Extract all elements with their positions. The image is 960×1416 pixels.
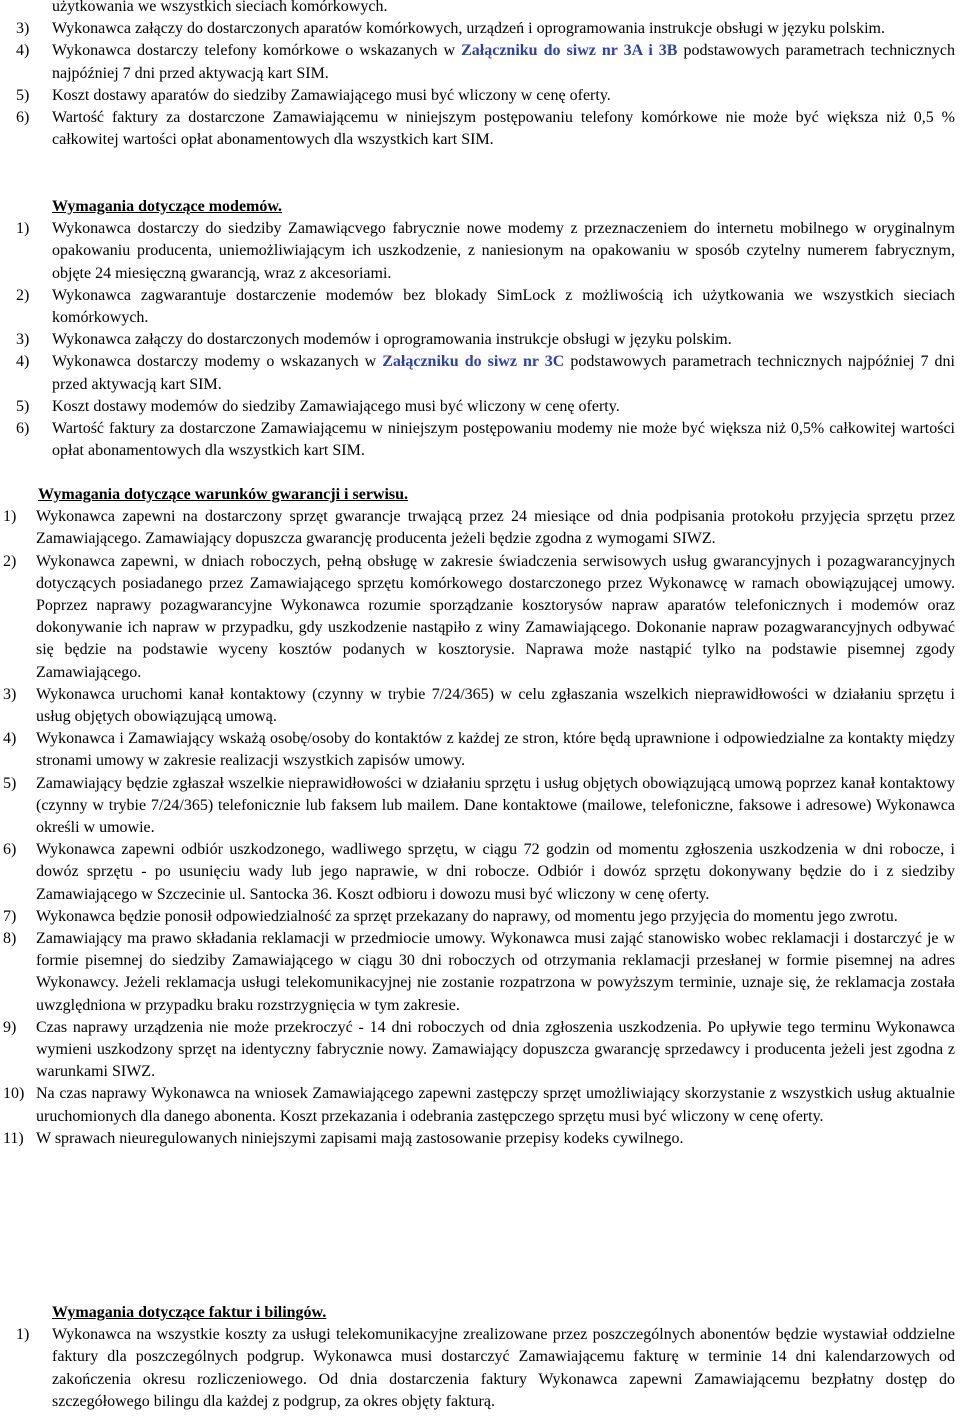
list-item xyxy=(0,396,955,418)
item-number: 11) xyxy=(3,1129,24,1147)
item-text: Wykonawca dostarczy modemy o wskazanych w xyxy=(52,353,383,371)
billing-section xyxy=(0,1302,960,1413)
list-item xyxy=(0,285,955,329)
item-number: 3) xyxy=(16,331,30,349)
list-item xyxy=(0,506,955,550)
section-heading: Wymagania dotyczące faktur i bilingów. xyxy=(52,1304,327,1321)
modems-section xyxy=(0,196,960,462)
item-text: Wykonawca załączy do dostarczonych aparatów komórkowych, urządzeń i oprogramowania instrukcje obsługi w języku polskim. xyxy=(52,20,885,38)
item-text: Koszt dostawy aparatów do siedziby Zamawiającego musi być wliczony w cenę oferty. xyxy=(52,86,611,104)
phones-section xyxy=(0,0,960,151)
item-text: Wykonawca zapewni, w dniach roboczych, pełną obsługę w zakresie świadczenia serwisowych usług gwarancyjnych i pozagwarancyjnych dotyczących posiadanego przez Zamawiającego sprzętu komórkowego dostarczonego przez Wykonawcę w ramach obowiązującej umowy. Poprzez naprawy pozagwarancyjne Wykonawca rozumie sporządzanie kosztorysów napraw aparatów telefonicznych i modemów oraz dokonywanie ich napraw w przypadku, gdy uszkodzenie nastąpiło z winy Zamawiającego. Dokonanie napraw pozagwarancyjnych odbywać się będzie na podstawie wyceny kosztów podanych w kosztorysie. Naprawa może nastąpić tylko na podstawie pisemnej zgody Zamawiającego. xyxy=(36,552,955,681)
list-item xyxy=(0,684,955,728)
item-number: 5) xyxy=(3,774,17,792)
item-text: W sprawach nieuregulowanych niniejszymi zapisami mają zastosowanie przepisy kodeks cywilnego. xyxy=(36,1129,684,1147)
item-text: Wykonawca dostarczy do siedziby Zamawiącvego fabrycznie nowe modemy z przeznaczeniem do internetu mobilnego w oryginalnym opakowaniu producenta, uniemożliwiającym ich uszkodzenie, z naniesionym na opakowaniu w sposób czytelny numerem fabrycznym, objęte 24 miesięczną gwarancją, wraz z akcesoriami. xyxy=(52,220,955,282)
list-item xyxy=(0,107,955,151)
list-item xyxy=(0,906,955,928)
list-item xyxy=(0,351,955,395)
item-text: Wykonawca będzie ponosił odpowiedzialność za sprzęt przekazany do naprawy, od momentu jego przyjęcia do momentu jego zwrotu. xyxy=(36,907,898,925)
item-number: 4) xyxy=(3,730,17,748)
list-item xyxy=(0,40,955,84)
annex-link[interactable]: Załączniku do siwz nr 3A i 3B xyxy=(461,42,678,60)
item-number: 1) xyxy=(16,1326,30,1344)
item-text: Wykonawca zapewni odbiór uszkodzonego, wadliwego sprzętu, w ciągu 72 godzin od momentu zgłoszenia uszkodzenia w dni robocze, i dowóz sprzętu - po usunięciu wady lub jego naprawie, w dni robocze. Odbiór i dowóz sprzętu dokonywany będzie do i z siedziby Zamawiającego w Szczecinie ul. Santocka 36. Koszt odbioru i dowozu musi być wliczony w cenę oferty. xyxy=(36,841,955,903)
list-item xyxy=(0,1017,955,1084)
item-number: 2) xyxy=(3,552,17,570)
item-number: 5) xyxy=(16,397,30,415)
list-item xyxy=(0,728,955,772)
list-item xyxy=(0,773,955,840)
item-text: Na czas naprawy Wykonawca na wniosek Zamawiającego zapewni zastępczy sprzęt umożliwiający skorzystanie z wszystkich usług aktualnie uruchomionych dla danego abonenta. Koszt przekazania i odebrania zastępczego sprzętu musi być wliczony w cenę oferty. xyxy=(36,1085,955,1125)
item-number: 8) xyxy=(3,930,17,948)
list-item xyxy=(0,1324,955,1413)
section-heading: Wymagania dotyczące warunków gwarancji i serwisu. xyxy=(38,486,409,503)
list-item xyxy=(0,218,955,285)
warranty-section xyxy=(0,484,960,1150)
item-text: Koszt dostawy modemów do siedziby Zamawiającego musi być wliczony w cenę oferty. xyxy=(52,397,620,415)
item-text: Wykonawca uruchomi kanał kontaktowy (czynny w trybie 7/24/365) w celu zgłaszania wszelkich nieprawidłowości w działaniu sprzętu i usług objętych obowiązującą umową. xyxy=(36,685,955,726)
item-number: 6) xyxy=(16,420,30,438)
section-heading: Wymagania dotyczące modemów. xyxy=(52,198,283,215)
item-text: Wykonawca i Zamawiający wskażą osobę/osoby do kontaktów z każdej ze stron, które będą uprawnione i odpowiedzialne za kontakty między stronami umowy w zakresie realizacji wszystkich zapisów umowy. xyxy=(36,730,955,770)
item-number: 3) xyxy=(3,685,17,703)
list-item xyxy=(0,839,955,906)
list-item xyxy=(0,1128,955,1150)
item-number: 1) xyxy=(16,220,30,238)
list-item xyxy=(0,85,955,107)
item-text: Wykonawca na wszystkie koszty za usługi telekomunikacyjne zrealizowane przez poszczególnych abonentów będzie wystawiał oddzielne faktury dla poszczególnych podgrup. Wykonawca musi dostarczyć Zamawiającemu fakturę w terminie 14 dni kalendarzowych od zakończenia okresu rozliczeniowego. Od dnia dostarczenia faktury Wykonawca zapewni Zamawiającemu bezpłatny dostęp do szczegółowego bilingu dla każdej z podgrup, za okres objęty fakturą. xyxy=(52,1326,955,1410)
item-number: 10) xyxy=(3,1085,25,1103)
item-number: 4) xyxy=(16,42,30,60)
annex-link[interactable]: Załączniku do siwz nr 3C xyxy=(382,353,565,371)
item-text: Wartość faktury za dostarczone Zamawiającemu w niniejszym postępowaniu telefony komórkowe nie może być większa niż 0,5 % całkowitej wartości opłat abonamentowych dla wszystkich kart SIM. xyxy=(52,109,955,149)
item-text: podstawowych parametrach technicznych najpóźniej 7 dni przed aktywacją kart SIM. xyxy=(52,42,956,82)
item-text: Wykonawca załączy do dostarczonych modemów i oprogramowania instrukcje obsługi w języku polskim. xyxy=(52,331,732,349)
item-text: Wykonawca zagwarantuje dostarczenie modemów bez blokady SimLock z możliwością ich użytkowania we wszystkich sieciach komórkowych. xyxy=(52,286,955,327)
list-item xyxy=(0,1083,955,1127)
list-item xyxy=(0,551,955,684)
list-item xyxy=(0,329,955,351)
continuation-line: użytkowania we wszystkich sieciach komórkowych. xyxy=(52,0,388,15)
item-number: 1) xyxy=(3,508,17,526)
list-item xyxy=(0,18,955,40)
list-item xyxy=(0,928,955,1017)
item-number: 6) xyxy=(3,841,17,859)
item-number: 3) xyxy=(16,20,30,38)
item-text: Wykonawca dostarczy telefony komórkowe o wskazanych w xyxy=(52,42,462,60)
item-number: 5) xyxy=(16,86,30,104)
item-number: 4) xyxy=(16,353,30,371)
item-text: Zamawiający ma prawo składania reklamacji w przedmiocie umowy. Wykonawca musi zająć stanowisko wobec reklamacji i dostarczyć je w formie pisemnej do siedziby Zamawiającego w ciągu 30 dni roboczych od otrzymania reklamacji przesłanej w formie pisemnej na adres Wykonawcy. Jeżeli reklamacja usługi telekomunikacyjnej nie zostanie rozpatrzona w powyższym terminie, uznaje się, że reklamacja została uwzględniona w przypadku braku rozstrzygnięcia w tym zakresie. xyxy=(36,930,955,1014)
item-number: 6) xyxy=(16,109,30,127)
item-text: podstawowych parametrach technicznych najpóźniej 7 dni przed aktywacją kart SIM. xyxy=(52,353,955,393)
list-item xyxy=(0,418,955,462)
item-text: Czas naprawy urządzenia nie może przekroczyć - 14 dni roboczych od dnia zgłoszenia uszkodzenia. Po upływie tego terminu Wykonawca wymieni uszkodzony sprzęt na identyczny fabrycznie nowy. Zamawiający dopuszcza gwarancję sprzedawcy i producenta jeżeli jest zgodna z warunkami SIWZ. xyxy=(36,1018,955,1081)
item-text: Wartość faktury za dostarczone Zamawiającemu w niniejszym postępowaniu modemy nie może być większa niż 0,5% całkowitej wartości opłat abonamentowych dla wszystkich kart SIM. xyxy=(52,420,955,460)
item-text: Wykonawca zapewni na dostarczony sprzęt gwarancje trwającą przez 24 miesiące od dnia podpisania protokołu przyjęcia sprzętu przez Zamawiającego. Zamawiający dopuszcza gwarancję producenta jeżeli będzie zgodna z wymogami SIWZ. xyxy=(36,508,955,548)
item-number: 9) xyxy=(3,1018,17,1036)
item-number: 2) xyxy=(16,286,30,304)
item-number: 7) xyxy=(3,907,17,925)
item-text: Zamawiający będzie zgłaszał wszelkie nieprawidłowości w działaniu sprzętu i usług objętych obowiązującą umową poprzez kanał kontaktowy (czynny w trybie 7/24/365) telefonicznie lub faksem lub mailem. Dane kontaktowe (mailowe, telefoniczne, faksowe i adresowe) Wykonawca określi w umowie. xyxy=(36,774,955,837)
